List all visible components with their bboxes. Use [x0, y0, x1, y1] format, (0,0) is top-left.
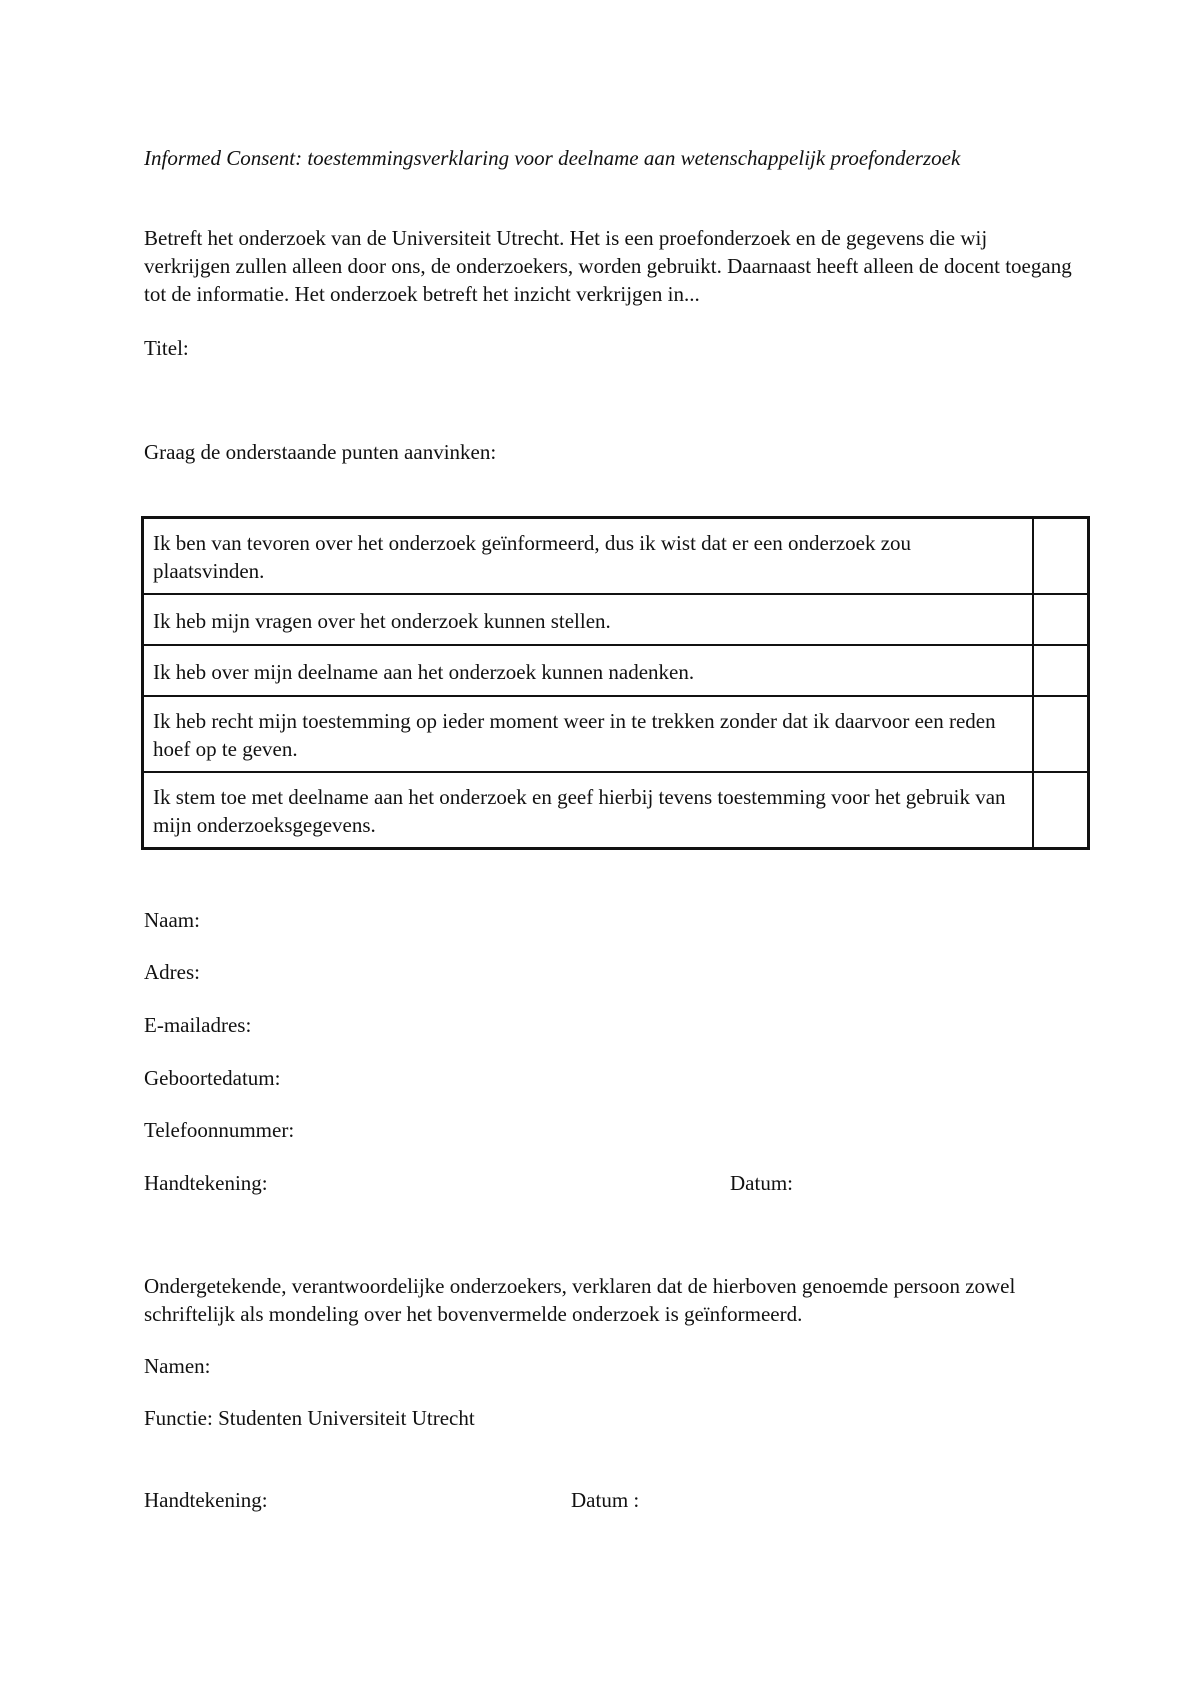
instruction-text: Graag de onderstaande punten aanvinken:	[144, 440, 497, 464]
adres-field-label: Adres:	[144, 960, 200, 984]
checklist-statement: Ik heb recht mijn toestemming op ieder moment weer in te trekken zonder dat ik daarvoor een reden hoef op te geven.	[143, 696, 1034, 772]
checklist-statement: Ik heb over mijn deelname aan het onderzoek kunnen nadenken.	[143, 645, 1034, 696]
handtekening-field-label: Handtekening:	[144, 1171, 268, 1195]
checklist-statement: Ik stem toe met deelname aan het onderzoek en geef hierbij tevens toestemming voor het gebruik van mijn onderzoeksgegevens.	[143, 772, 1034, 849]
checklist-row	[143, 696, 1089, 772]
telefoon-field-label: Telefoonnummer:	[144, 1118, 295, 1142]
researcher-datum-label: Datum :	[571, 1488, 640, 1512]
checklist-row	[143, 594, 1089, 645]
checkbox-cell[interactable]	[1033, 696, 1089, 772]
namen-field-label: Namen:	[144, 1354, 211, 1378]
checkbox-cell[interactable]	[1033, 772, 1089, 849]
checklist-row	[143, 772, 1089, 849]
researchers-statement: Ondergetekende, verantwoordelijke onderzoekers, verklaren dat de hierboven genoemde persoon zowel schriftelijk als mondeling over het bovenvermelde onderzoek is geïnformeerd.	[144, 1274, 1016, 1326]
geboortedatum-field-label: Geboortedatum:	[144, 1066, 281, 1090]
checklist-row	[143, 518, 1089, 595]
document-title: Informed Consent: toestemmingsverklaring voor deelname aan wetenschappelijk proefonderzoek	[144, 146, 961, 170]
consent-checklist	[141, 516, 1090, 850]
checkbox-cell[interactable]	[1033, 645, 1089, 696]
email-field-label: E-mailadres:	[144, 1013, 252, 1037]
naam-field-label: Naam:	[144, 908, 200, 932]
datum-field-label: Datum:	[730, 1171, 793, 1195]
titel-label: Titel:	[144, 336, 189, 360]
intro-paragraph: Betreft het onderzoek van de Universiteit Utrecht. Het is een proefonderzoek en de gegevens die wij verkrijgen zullen alleen door ons, de onderzoekers, worden gebruikt. Daarnaast heeft alleen de docent toegang tot de informatie. Het onderzoek betreft het inzicht verkrijgen in...	[144, 226, 1072, 306]
checklist-statement: Ik ben van tevoren over het onderzoek geïnformeerd, dus ik wist dat er een onderzoek zou plaatsvinden.	[143, 518, 1034, 595]
researcher-handtekening-label: Handtekening:	[144, 1488, 268, 1512]
checklist-statement: Ik heb mijn vragen over het onderzoek kunnen stellen.	[143, 594, 1034, 645]
functie-text: Functie: Studenten Universiteit Utrecht	[144, 1406, 475, 1430]
checkbox-cell[interactable]	[1033, 518, 1089, 595]
checkbox-cell[interactable]	[1033, 594, 1089, 645]
checklist-row	[143, 645, 1089, 696]
